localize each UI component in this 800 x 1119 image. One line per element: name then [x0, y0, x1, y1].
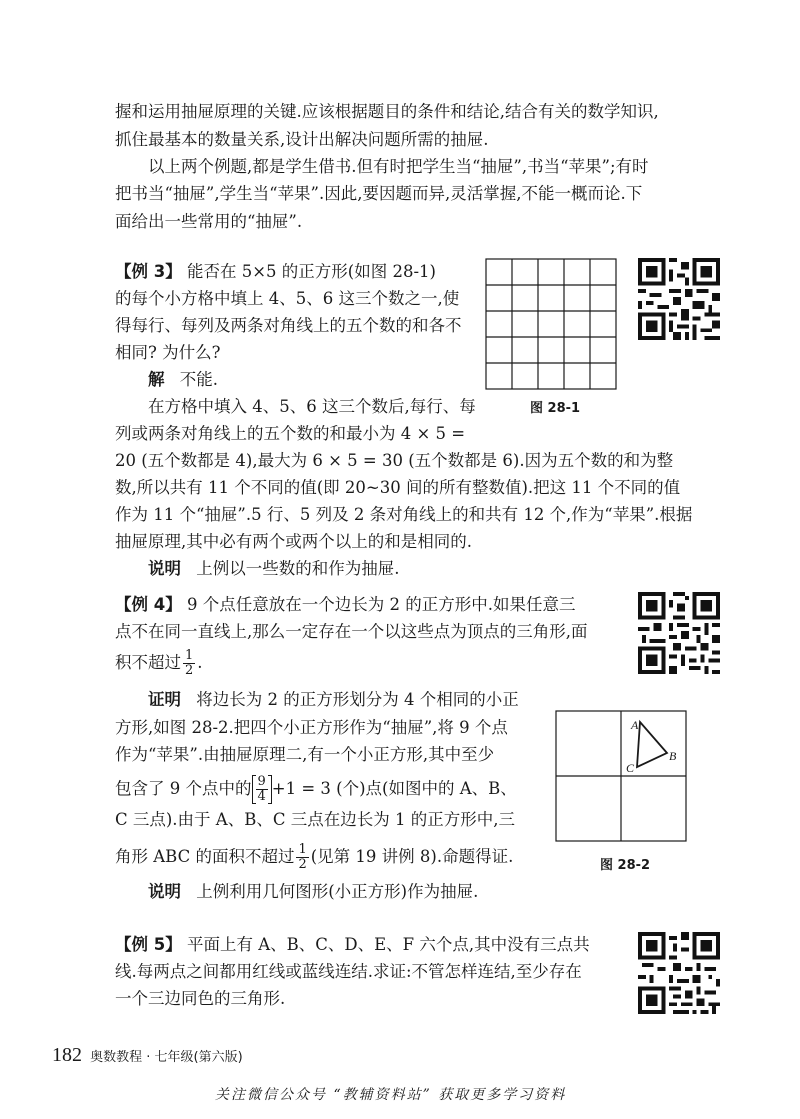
intro-line: 面给出一些常用的“抽屉”. [115, 212, 303, 231]
example-4-proof-line [148, 688, 519, 712]
example-4-question-line: 点不在同一直线上,那么一定存在一个以这些点为顶点的三角形,面 [115, 622, 588, 641]
figure-28-2-caption: 图 28-2 [600, 858, 651, 873]
example-4-proof-line: 作为“苹果”.由抽屉原理二,有一个小正方形,其中至少 [115, 745, 495, 764]
note-label: 说明 [148, 882, 181, 901]
example-5-question-text: 平面上有 A、B、C、D、E、F 六个点,其中没有三点共 [186, 935, 590, 954]
fraction [183, 649, 195, 678]
example-5-question-line: 线.每两点之间都用红线或蓝线连结.求证:不管怎样连结,至少存在 [115, 962, 582, 981]
example-4-note [148, 880, 478, 904]
page-footer [52, 1044, 243, 1067]
example-3-solution-line: 列或两条对角线上的五个数的和最小为 4 × 5 = [115, 424, 466, 443]
example-3-solution-line: 作为 11 个“抽屉”.5 行、5 列及 2 条对角线上的和共有 12 个,作为“苹果”.根据 [115, 505, 693, 524]
example-5-question-line [115, 933, 590, 957]
example-3-question-line [115, 260, 436, 284]
intro-line: 握和运用抽屉原理的关键.应该根据题目的条件和结论,结合有关的数学知识, [115, 102, 659, 121]
example-4-proof-line: 方形,如图 28-2.把四个小正方形作为“抽屉”,将 9 个点 [115, 718, 508, 737]
example-3-solution-line: 20 (五个数都是 4),最大为 6 × 5 = 30 (五个数都是 6).因为五个数的和为整 [115, 451, 674, 470]
qr-code-icon[interactable] [638, 592, 720, 674]
note-text: 上例利用几何图形(小正方形)作为抽屉. [196, 882, 479, 901]
example-3-solution-line: 在方格中填入 4、5、6 这三个数后,每行、每 [148, 397, 476, 416]
example-4-proof-line [115, 843, 513, 872]
example-4-question-text: 积不超过 [115, 653, 181, 672]
figure-28-2-diagram [555, 710, 687, 842]
example-4-question-line [115, 593, 575, 617]
example-4-question-line [115, 649, 203, 678]
example-4-tag: 【例 4】 [115, 595, 182, 614]
example-3-question-line: 相同? 为什么? [115, 343, 221, 362]
page-number: 182 [52, 1044, 82, 1066]
point-c-label: C [626, 761, 635, 775]
proof-text: 角形 ABC 的面积不超过 [115, 847, 295, 866]
example-4-question-text: . [197, 653, 203, 672]
example-3-tag: 【例 3】 [115, 262, 182, 281]
fraction-denominator: 2 [185, 663, 194, 678]
example-4-question-text: 9 个点任意放在一个边长为 2 的正方形中.如果任意三 [186, 595, 576, 614]
fraction-denominator: 4 [257, 789, 266, 804]
solution-label: 解 [148, 370, 165, 389]
proof-label: 证明 [148, 690, 181, 709]
proof-text: +1 = 3 (个)点(如图中的 A、B、 [271, 779, 517, 798]
intro-line: 抓住最基本的数量关系,设计出解决问题所需的抽屉. [115, 130, 489, 149]
example-3-note [148, 557, 400, 581]
proof-text: 将边长为 2 的正方形划分为 4 个相同的小正 [196, 690, 519, 709]
watermark-banner: 关注微信公众号 “教辅资料站” 获取更多学习资料 [215, 1087, 567, 1103]
note-label: 说明 [148, 559, 181, 578]
example-4-proof-line [115, 775, 517, 804]
example-5-tag: 【例 5】 [115, 935, 182, 954]
point-b-label: B [669, 749, 677, 763]
point-a-label: A [631, 718, 639, 732]
intro-line: 以上两个例题,都是学生借书.但有时把学生当“抽屉”,书当“苹果”;有时 [148, 157, 649, 176]
book-title: 奥数教程 · 七年级(第六版) [90, 1050, 243, 1065]
figure-28-1-caption: 图 28-1 [530, 401, 581, 416]
fraction-denominator: 2 [298, 857, 307, 872]
example-3-solution-line: 抽屉原理,其中必有两个或两个以上的和是相同的. [115, 532, 472, 551]
fraction [256, 775, 268, 804]
fraction-numerator: 1 [185, 648, 194, 663]
solution-answer: 不能. [179, 370, 218, 389]
example-3-question-line: 的每个小方格中填上 4、5、6 这三个数之一,使 [115, 289, 460, 308]
example-4-proof-line: C 三点).由于 A、B、C 三点在边长为 1 的正方形中,三 [115, 810, 515, 829]
example-3-solution-line: 数,所以共有 11 个不同的值(即 20~30 间的所有整数值).把这 11 个不同的值 [115, 478, 681, 497]
example-3-question-line: 得每行、每列及两条对角线上的五个数的和各不 [115, 316, 462, 335]
qr-code-icon[interactable] [638, 258, 720, 340]
figure-28-1-grid [485, 258, 617, 390]
qr-code-icon[interactable] [638, 932, 720, 1014]
example-3-question-text: 能否在 5×5 的正方形(如图 28-1) [186, 262, 436, 281]
proof-text: 包含了 9 个点中的 [115, 779, 252, 798]
fraction-numerator: 9 [257, 774, 266, 789]
proof-text: (见第 19 讲例 8).命题得证. [310, 847, 514, 866]
example-3-solution-line [148, 368, 218, 392]
note-text: 上例以一些数的和作为抽屉. [196, 559, 400, 578]
floor-bracket [252, 775, 272, 804]
fraction [296, 843, 308, 872]
fraction-numerator: 1 [298, 842, 307, 857]
intro-line: 把书当“抽屉”,学生当“苹果”.因此,要因题而异,灵活掌握,不能一概而论.下 [115, 184, 643, 203]
example-5-question-line: 一个三边同色的三角形. [115, 989, 286, 1008]
